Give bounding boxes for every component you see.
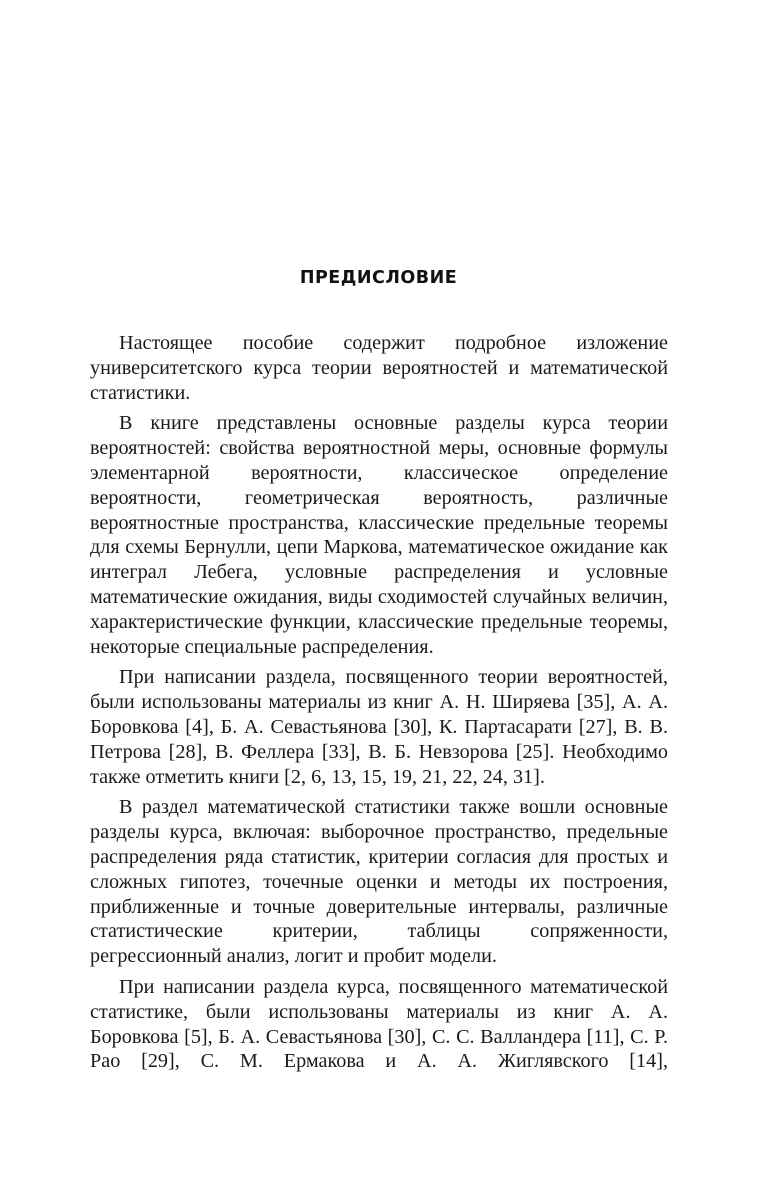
paragraph-5: При написании раздела курса, посвященного математической статистике, были использованы материалы из книг А. А. Боровкова [5], Б. А. Севастьянова [30], С. С. Валландера [11], С. Р. Рао [29], С. М. Ермакова и А. А. Жиглявского [14],	[90, 975, 668, 1073]
paragraph-1: Настоящее пособие содержит подробное изложение университетского курса теории вероятностей и математической статистики.	[90, 332, 668, 404]
page-title: ПРЕДИСЛОВИЕ	[299, 268, 458, 288]
preface-body	[90, 331, 668, 1080]
paragraph-2: В книге представлены основные разделы курса теории вероятностей: свойства вероятностной меры, основные формулы элементарной вероятности, классическое определение вероятности, геометрическая вероятность, различные вероятностные пространства, классические предельные теоремы для схемы Бернулли, цепи Маркова, математическое ожидание как интеграл Лебега, условные распределения и условные математические ожидания, виды сходимостей случайных величин, характеристические функции, классические предельные теоремы, некоторые специальные распределения.	[90, 412, 668, 658]
paragraph-4: В раздел математической статистики также вошли основные разделы курса, включая: выборочное пространство, предельные распределения ряда статистик, критерии согласия для простых и сложных гипотез, точечные оценки и методы их построения, приближенные и точные доверительные интервалы, различные статистические критерии, таблицы сопряженности, регрессионный анализ, логит и пробит модели.	[90, 796, 668, 968]
paragraph-3: При написании раздела, посвященного теории вероятностей, были использованы материалы из книг А. Н. Ширяева [35], А. А. Боровкова [4], Б. А. Севастьянова [30], К. Партасарати [27], В. В. Петрова [28], В. Феллера [33], В. Б. Невзорова [25]. Необходимо также отметить книги [2, 6, 13, 15, 19, 21, 22, 24, 31].	[90, 666, 668, 788]
